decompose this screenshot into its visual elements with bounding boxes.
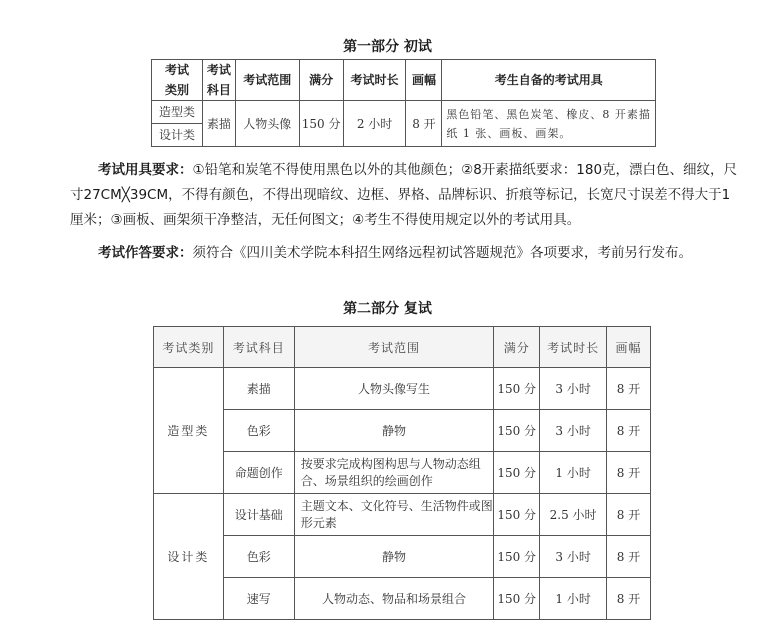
answer-requirements-label: 考试作答要求： (98, 245, 193, 261)
category-cell: 造型类 (152, 101, 203, 124)
table-row (154, 410, 651, 452)
score-cell: 150 分 (494, 536, 540, 578)
header-score: 满分 (494, 327, 540, 368)
table-row (154, 452, 651, 494)
category-cell: 设计类 (154, 494, 224, 620)
subject-cell: 设计基础 (223, 494, 294, 536)
tool-requirements-paragraph (70, 158, 742, 233)
score-cell: 150 分 (494, 410, 540, 452)
header-format: 画幅 (607, 327, 651, 368)
header-subject: 考试科目 (223, 327, 294, 368)
header-subject: 考试 科目 (202, 60, 235, 101)
table-row (154, 536, 651, 578)
range-cell: 主题文本、文化符号、生活物件或图形元素 (294, 494, 494, 536)
answer-requirements-paragraph (70, 241, 742, 266)
answer-requirements-text: 须符合《四川美术学院本科招生网络远程初试答题规范》各项要求，考前另行发布。 (192, 245, 692, 261)
range-cell: 人物头像 (235, 101, 299, 147)
duration-cell: 1 小时 (540, 578, 607, 620)
format-cell: 8 开 (607, 368, 651, 410)
header-category: 考试类别 (154, 327, 224, 368)
score-cell: 150 分 (494, 452, 540, 494)
subject-cell: 速写 (223, 578, 294, 620)
format-cell: 8 开 (607, 410, 651, 452)
format-cell: 8 开 (406, 101, 442, 147)
duration-cell: 3 小时 (540, 410, 607, 452)
header-tools: 考生自备的考试用具 (442, 60, 656, 101)
duration-cell: 2.5 小时 (540, 494, 607, 536)
subject-cell: 色彩 (223, 536, 294, 578)
tool-requirements-text: ①铅笔和炭笔不得使用黑色以外的其他颜色；②8开素描纸要求：180克，漂白色、细纹，尺寸27CM╳39CM，不得有颜色，不得出现暗纹、边框、界格、品牌标识、折痕等标记，长宽尺寸误差不得大于1厘米；③画板、画架须干净整洁，无任何图文；④考生不得使用规定以外的考试用具。 (70, 162, 738, 228)
table-row (152, 101, 656, 124)
header-duration: 考试时长 (343, 60, 406, 101)
subject-cell: 色彩 (223, 410, 294, 452)
table-header-row (154, 327, 651, 368)
range-cell: 按要求完成构图构思与人物动态组合、场景组织的绘画创作 (294, 452, 494, 494)
header-format: 画幅 (406, 60, 442, 101)
header-range: 考试范围 (235, 60, 299, 101)
score-cell: 150 分 (494, 368, 540, 410)
header-category: 考试 类别 (152, 60, 203, 101)
category-cell: 设计类 (152, 124, 203, 147)
format-cell: 8 开 (607, 536, 651, 578)
final-exam-table (153, 326, 651, 620)
duration-cell: 2 小时 (343, 101, 406, 147)
preliminary-exam-table (151, 59, 656, 147)
format-cell: 8 开 (607, 578, 651, 620)
table-row (154, 368, 651, 410)
range-cell: 静物 (294, 536, 494, 578)
header-range: 考试范围 (294, 327, 494, 368)
duration-cell: 3 小时 (540, 368, 607, 410)
duration-cell: 1 小时 (540, 452, 607, 494)
header-score: 满分 (299, 60, 343, 101)
score-cell: 150 分 (494, 494, 540, 536)
header-duration: 考试时长 (540, 327, 607, 368)
subject-cell: 素描 (223, 368, 294, 410)
range-cell: 人物动态、物品和场景组合 (294, 578, 494, 620)
format-cell: 8 开 (607, 494, 651, 536)
score-cell: 150 分 (494, 578, 540, 620)
subject-cell: 命题创作 (223, 452, 294, 494)
part2-title: 第二部分 复试 (343, 301, 432, 317)
part1-title: 第一部分 初试 (343, 39, 432, 55)
subject-cell: 素描 (202, 101, 235, 147)
table-row (154, 494, 651, 536)
tools-cell: 黑色铅笔、黑色炭笔、橡皮、8 开素描纸 1 张、画板、画架。 (442, 101, 656, 147)
category-cell: 造型类 (154, 368, 224, 494)
table-row (154, 578, 651, 620)
table-header-row (152, 60, 656, 101)
format-cell: 8 开 (607, 452, 651, 494)
duration-cell: 3 小时 (540, 536, 607, 578)
range-cell: 静物 (294, 410, 494, 452)
range-cell: 人物头像写生 (294, 368, 494, 410)
tool-requirements-label: 考试用具要求： (98, 162, 193, 178)
score-cell: 150 分 (299, 101, 343, 147)
